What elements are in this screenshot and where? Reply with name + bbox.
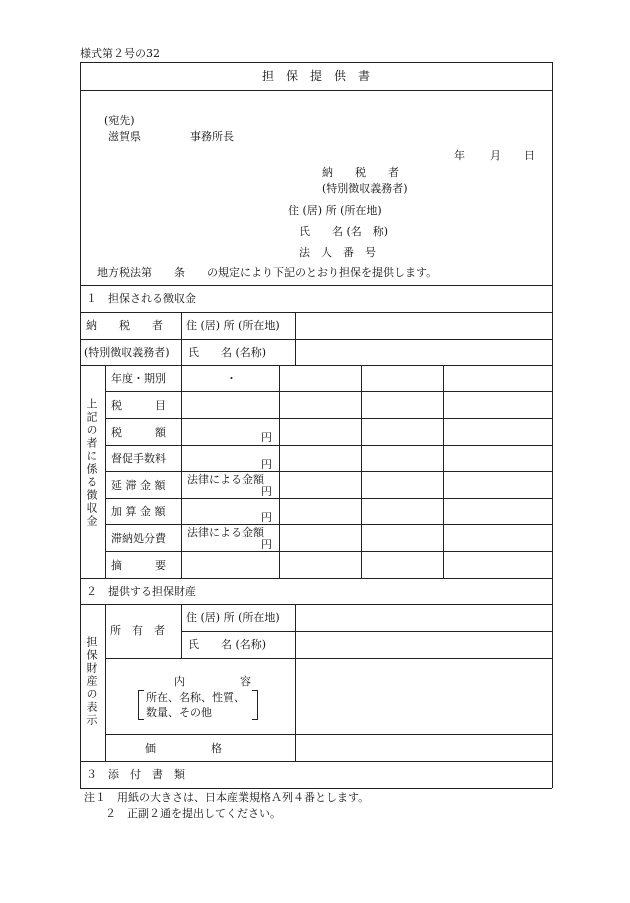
section1-name-label: 氏 名 (名称) <box>188 346 267 359</box>
period-dot: ・ <box>226 372 237 385</box>
section2-heading: ２ 提供する担保財産 <box>86 585 196 598</box>
section1-special-label: (特別徴収義務者) <box>84 346 170 359</box>
name-heading: 氏 名 (名 称) <box>299 225 389 238</box>
form-title: 担 保 提 供 書 <box>261 69 370 83</box>
date-month: 月 <box>490 149 501 162</box>
section2-address-label: 住 (居) 所 (所在地) <box>186 611 280 624</box>
content-line2: 数量、その他 <box>146 706 212 719</box>
content-bracket-left <box>138 690 144 720</box>
section2-name-label: 氏 名 (名称) <box>188 638 267 651</box>
row-reminder-fee: 督促手数料 <box>111 452 166 465</box>
row-disposition: 滞納処分費 <box>111 532 166 545</box>
row-period: 年度・期別 <box>111 372 166 385</box>
row-tax-item: 税 目 <box>111 399 166 412</box>
addressee-office: 事務所長 <box>190 130 234 143</box>
section1-side-label: 上記の者に係る徴収金 <box>85 398 98 528</box>
taxpayer-heading: 納 税 者 <box>322 166 399 179</box>
form-number: 様式第２号の32 <box>80 47 160 60</box>
note-2: ２ 正副２通を提出してください。 <box>105 807 281 820</box>
row-remarks: 摘 要 <box>111 559 166 572</box>
section1-taxpayer-label: 納 税 者 <box>86 319 163 332</box>
section3-heading: ３ 添 付 書 類 <box>86 768 185 781</box>
note-1: 注１ 用紙の大きさは、日本産業規格Ａ列４番とします。 <box>84 791 370 804</box>
addressee-label: (宛先) <box>104 114 135 127</box>
content-bracket-right <box>252 690 258 720</box>
row-additional: 加 算 金 額 <box>111 505 166 518</box>
yen-additional: 円 <box>261 511 272 524</box>
legal-amount-disposition: 法律による金額 <box>187 526 264 539</box>
section2-side-label: 担保財産の表示 <box>85 636 98 727</box>
date-year: 年 <box>454 149 465 162</box>
row-delinquency: 延 滞 金 額 <box>111 479 166 492</box>
row-tax-amount: 税 額 <box>111 426 166 439</box>
statement-text: 地方税法第 条 の規定により下記のとおり担保を提供します。 <box>97 266 438 279</box>
yen-delinquency: 円 <box>261 485 272 498</box>
corporate-number-heading: 法 人 番 号 <box>299 246 376 259</box>
content-title: 内 容 <box>174 675 251 688</box>
yen-disposition: 円 <box>261 538 272 551</box>
addressee-prefecture: 滋賀県 <box>108 130 141 143</box>
yen-reminder-fee: 円 <box>261 458 272 471</box>
address-heading: 住 (居) 所 (所在地) <box>288 204 382 217</box>
yen-tax-amount: 円 <box>261 431 272 444</box>
date-day: 日 <box>524 149 535 162</box>
legal-amount-delinquency: 法律による金額 <box>187 473 264 486</box>
content-line1: 所在、名称、性質、 <box>146 691 245 704</box>
price-label: 価 格 <box>145 742 222 755</box>
section1-address-label: 住 (居) 所 (所在地) <box>186 319 280 332</box>
owner-label: 所 有 者 <box>110 624 165 637</box>
special-collector-heading: (特別徴収義務者) <box>322 182 408 195</box>
section1-heading: １ 担保される徴収金 <box>86 292 196 305</box>
